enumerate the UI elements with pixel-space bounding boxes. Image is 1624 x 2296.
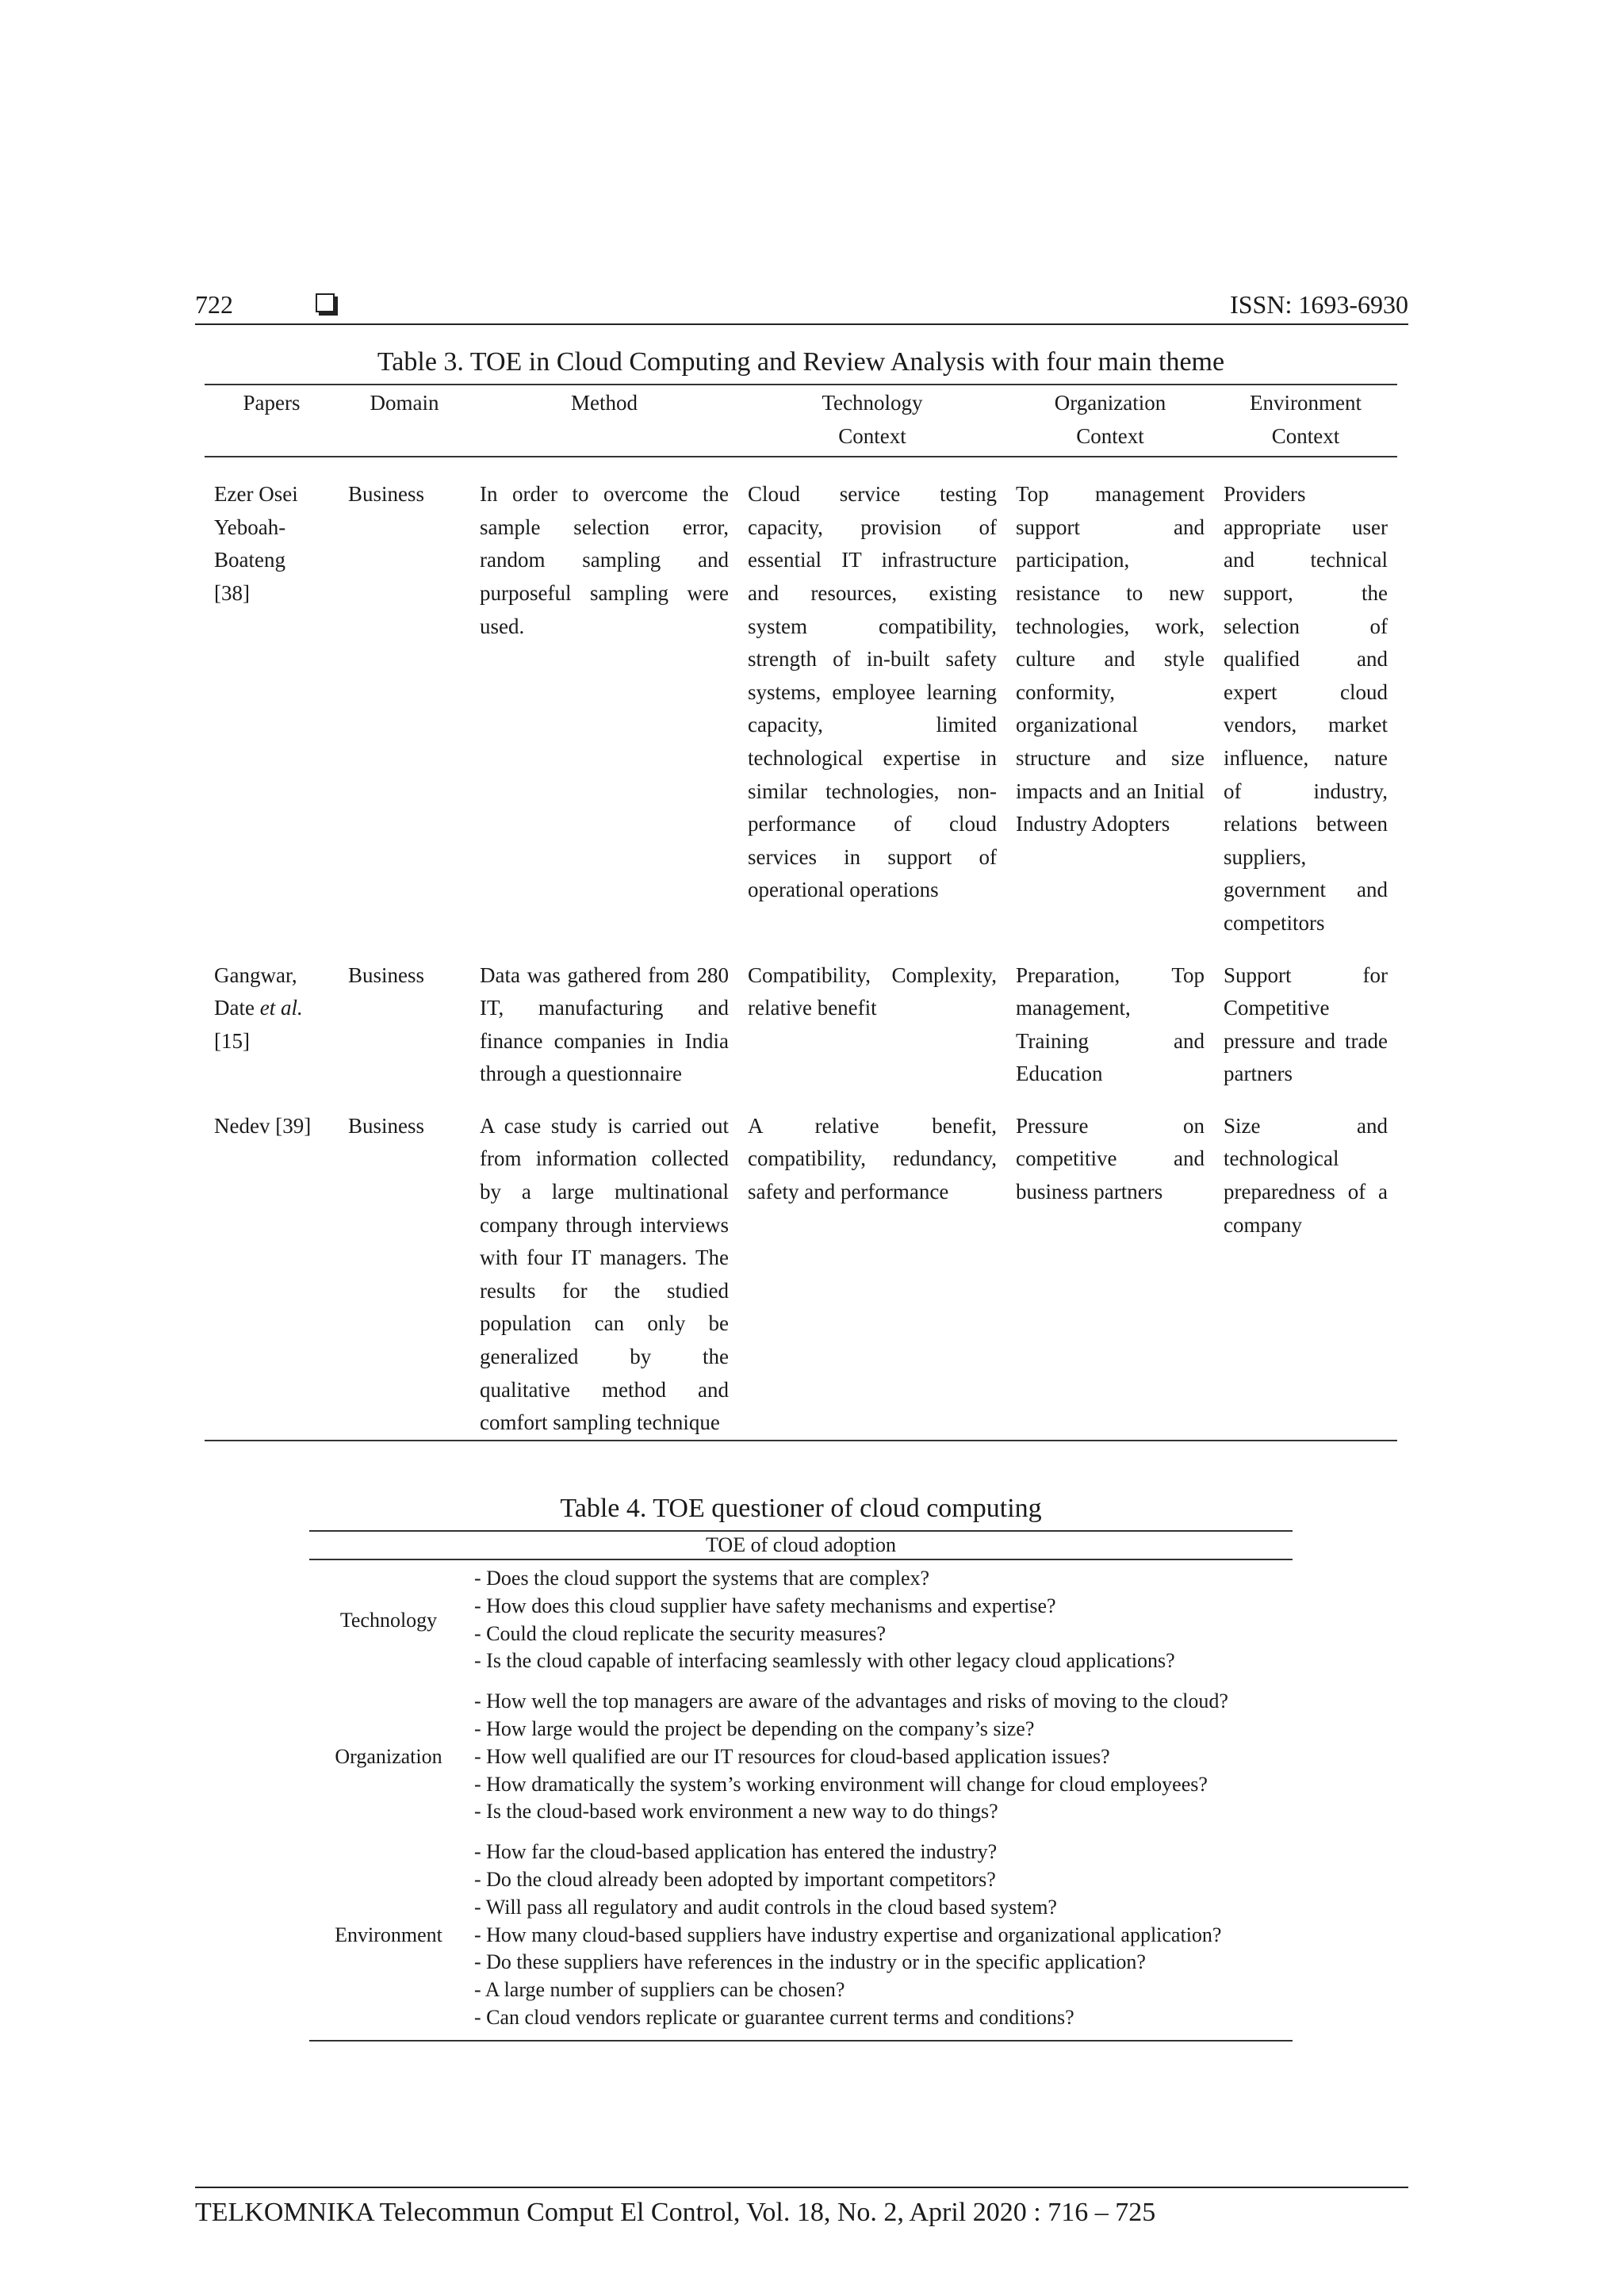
table-row bbox=[205, 1110, 1397, 1441]
list-item: - Does the cloud support the systems that are complex? bbox=[474, 1567, 930, 1590]
table3-cell-paper bbox=[205, 959, 339, 1110]
list-item: - Is the cloud capable of interfacing seamlessly with other legacy cloud applications? bbox=[474, 1649, 1175, 1673]
paper-ref: [15] bbox=[214, 1028, 250, 1053]
table3-cell-paper bbox=[205, 457, 339, 959]
list-item: - A large number of suppliers can be chosen? bbox=[474, 1978, 845, 2002]
table3-cell-organization: Pressure on competitive and business partners bbox=[1016, 1113, 1205, 1204]
issn: ISSN: 1693-6930 bbox=[1230, 290, 1408, 319]
table3-cell-method: A case study is carried out from information collected by a large multinational company through interviews with four IT managers. The results for the studied population can only be generalized by the qualitative method and comfort sampling technique bbox=[480, 1113, 729, 1435]
page-number: 722 bbox=[195, 290, 233, 319]
table3-cell-paper: Nedev [39] bbox=[214, 1113, 312, 1138]
table3-cell-domain: Business bbox=[348, 482, 425, 507]
table4 bbox=[309, 1530, 1293, 2042]
table3-cell-method: Data was gathered from 280 IT, manufacturing and finance companies in India through a questionnaire bbox=[480, 962, 729, 1086]
table4-questions-organization bbox=[468, 1683, 1293, 1834]
table4-header-row bbox=[309, 1531, 1293, 1559]
table4-category-environment: Environment bbox=[335, 1923, 442, 1946]
table3-header-papers: Papers bbox=[205, 385, 339, 457]
table3-cell-environment: Support for Competitive pressure and trade partners bbox=[1224, 962, 1388, 1086]
table3-header-domain: Domain bbox=[339, 385, 470, 457]
list-item: - Could the cloud replicate the security measures? bbox=[474, 1621, 887, 1645]
square-bullet-icon bbox=[316, 293, 335, 312]
list-item: - How far the cloud-based application has entered the industry? bbox=[474, 1840, 998, 1864]
list-item: - Can cloud vendors replicate or guarantee current terms and conditions? bbox=[474, 2005, 1074, 2029]
page-footer: TELKOMNIKA Telecommun Comput El Control, Vol. 18, No. 2, April 2020 : 716 – 725 bbox=[195, 2187, 1408, 2228]
table3-cell-domain: Business bbox=[348, 962, 425, 987]
table4-questions-environment bbox=[468, 1834, 1293, 2041]
list-item: - Do the cloud already been adopted by important competitors? bbox=[474, 1867, 996, 1891]
list-item: - How well qualified are our IT resources for cloud-based application issues? bbox=[474, 1744, 1110, 1768]
table3-cell-environment: Providers appropriate user and technical support, the selection of qualified and expert cloud vendors, market influence, nature of industry, relations between suppliers, government and competitors bbox=[1224, 482, 1388, 935]
table3-cell-technology: Compatibility, Complexity, relative benefit bbox=[748, 962, 997, 1020]
table3-cell-domain: Business bbox=[348, 1113, 425, 1138]
table-row bbox=[205, 457, 1397, 959]
table3-cell-technology: Cloud service testing capacity, provision of essential IT infrastructure and resources, existing system compatibility, strength of in-built safety systems, employee learning capacity, limited technological expertise in similar technologies, non-performance of cloud services in support of operational operations bbox=[748, 482, 997, 902]
list-item: - Is the cloud-based work environment a new way to do things? bbox=[474, 1800, 998, 1823]
list-item: - How well the top managers are aware of the advantages and risks of moving to the cloud? bbox=[474, 1689, 1228, 1713]
table3-cell-organization: Preparation, Top management, Training and Education bbox=[1016, 962, 1205, 1086]
page-header bbox=[195, 287, 1408, 325]
paper-name: Gangwar, Date bbox=[214, 962, 297, 1020]
list-item: - Do these suppliers have references in the industry or in the specific application? bbox=[474, 1950, 1146, 1974]
table4-category-technology: Technology bbox=[339, 1608, 438, 1632]
table-row bbox=[309, 1834, 1293, 2041]
table-row bbox=[309, 1683, 1293, 1834]
table4-category-organization: Organization bbox=[335, 1745, 442, 1769]
table3-header-method: Method bbox=[470, 385, 738, 457]
table4-caption: Table 4. TOE questioner of cloud computing bbox=[560, 1494, 1042, 1523]
table-row bbox=[205, 959, 1397, 1110]
table3-cell-environment: Size and technological preparedness of a company bbox=[1224, 1113, 1388, 1237]
list-item: - How dramatically the system’s working environment will change for cloud employees? bbox=[474, 1772, 1208, 1796]
table3-cell-method: In order to overcome the sample selection error, random sampling and purposeful sampling were used. bbox=[480, 482, 729, 638]
list-item: - How many cloud-based suppliers have industry expertise and organizational application? bbox=[474, 1923, 1222, 1946]
list-item: - How large would the project be depending on the company’s size? bbox=[474, 1716, 1035, 1740]
table3-cell-technology: A relative benefit, compatibility, redundancy, safety and performance bbox=[748, 1113, 997, 1204]
table4-questions-technology bbox=[468, 1559, 1293, 1683]
paper-etal: et al. bbox=[259, 996, 303, 1020]
table4-header: TOE of cloud adoption bbox=[309, 1531, 1293, 1559]
table3-cell-organization: Top management support and participation, resistance to new technologies, work, culture and style conformity, organizational structure and size impacts and an Initial Industry Adopters bbox=[1016, 482, 1205, 836]
table3 bbox=[205, 384, 1397, 1441]
table3-header-organization: Organization Context bbox=[1006, 385, 1214, 457]
table3-header-environment: Environment Context bbox=[1214, 385, 1397, 457]
table3-caption: Table 3. TOE in Cloud Computing and Review Analysis with four main theme bbox=[377, 347, 1225, 377]
table-row bbox=[309, 1559, 1293, 1683]
table3-header-row bbox=[205, 385, 1397, 457]
paper-name: Ezer Osei Yeboah-Boateng [38] bbox=[214, 482, 298, 605]
list-item: - How does this cloud supplier have safety mechanisms and expertise? bbox=[474, 1594, 1056, 1617]
list-item: - Will pass all regulatory and audit controls in the cloud based system? bbox=[474, 1895, 1057, 1919]
table3-header-technology: Technology Context bbox=[738, 385, 1006, 457]
